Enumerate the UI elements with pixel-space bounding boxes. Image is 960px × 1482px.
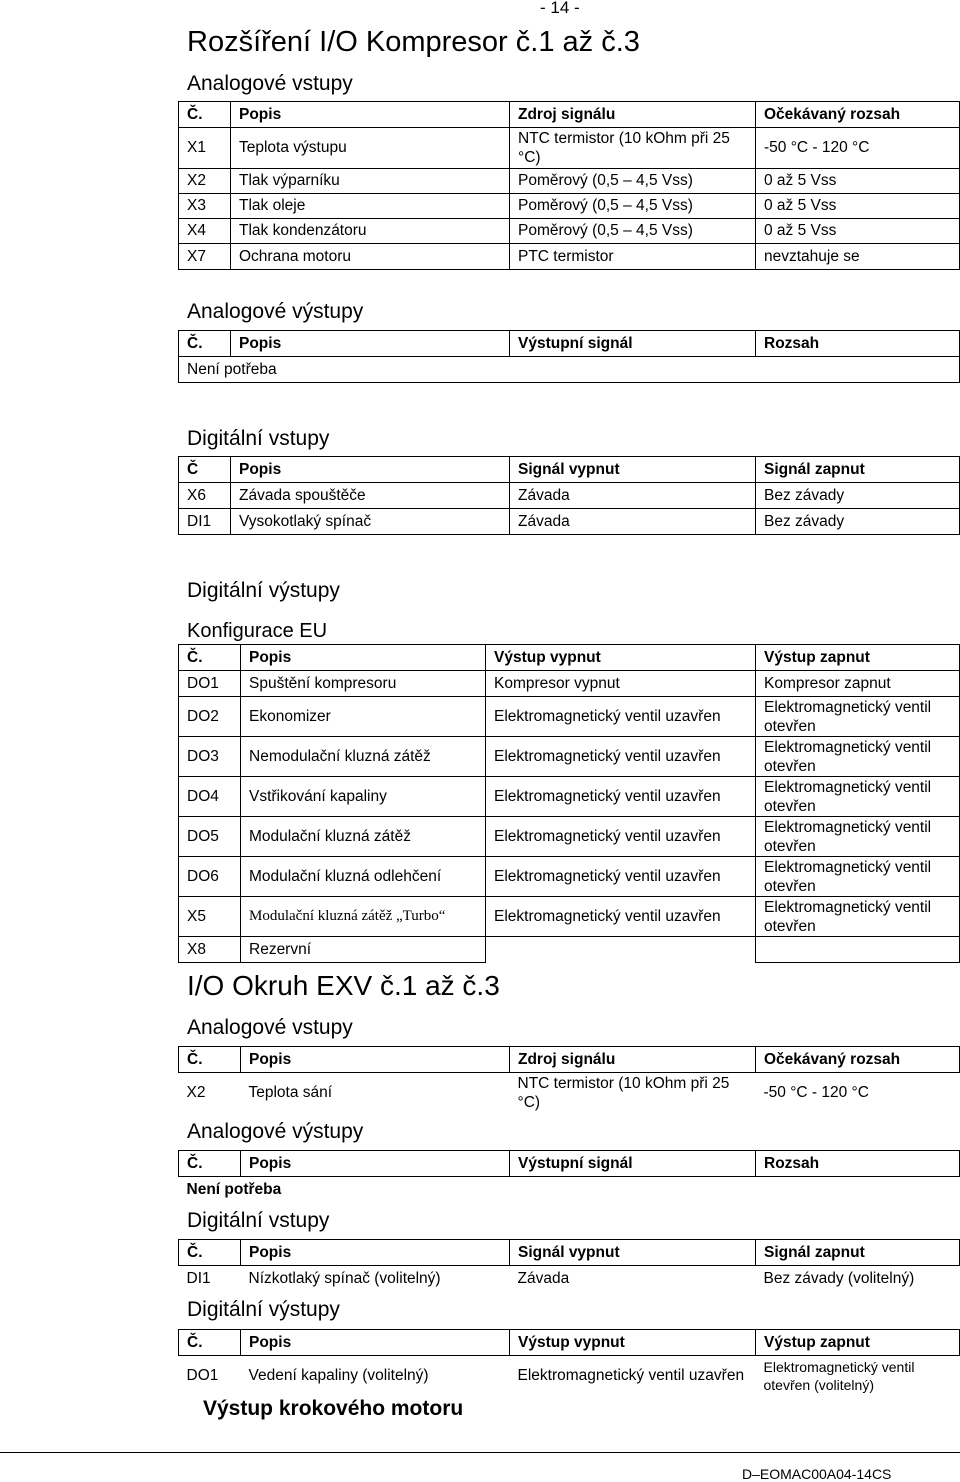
table-cell: Závada [517,1269,570,1287]
table-header-row [179,1151,960,1177]
table-cell: DO3 [179,737,241,777]
table-cell: DI1 [179,509,231,535]
table-cell: Poměrový (0,5 – 4,5 Vss) [510,219,756,244]
table-row [179,697,960,737]
header-cell: Č. [179,1240,241,1266]
table-cell: Elektromagnetický ventil uzavřen [486,777,756,817]
exv-analog-outputs-table [178,1150,960,1203]
table-cell: DO1 [186,1366,219,1384]
table-cell: Vysokotlaký spínač [231,509,510,535]
table-row [179,194,960,219]
table-cell [486,937,756,963]
table-cell: Závada spouštěče [231,483,510,509]
table-cell: 0 až 5 Vss [756,169,960,194]
table-cell: Rezervní [241,937,486,963]
table-cell: Bez závady [756,509,960,535]
table-cell: -50 °C - 120 °C [763,1083,869,1101]
table-row [179,1266,960,1292]
table-cell: NTC termistor (10 kOhm při 25 °C) [517,1074,730,1111]
table-cell: Nemodulační kluzná zátěž [241,737,486,777]
table-header-row [179,102,960,128]
table-cell: 0 až 5 Vss [756,219,960,244]
table-cell: X1 [179,128,231,169]
compressor-analog-outputs-table [178,330,960,383]
table-cell: Vedení kapaliny (volitelný) [248,1366,429,1384]
header-cell: Zdroj signálu [510,102,756,128]
header-cell: Č [179,457,231,483]
header-cell: Rozsah [756,331,960,357]
table-cell: Kompresor zapnut [756,671,960,697]
exv-digital-outputs-table [178,1329,960,1396]
header-cell: Č. [179,102,231,128]
table-cell: Tlak kondenzátoru [231,219,510,244]
table-cell: Elektromagnetický ventil uzavřen [486,897,756,937]
table-cell: Elektromagnetický ventil otevřen [756,737,960,777]
table-cell: Elektromagnetický ventil otevřen [756,897,960,937]
exv-section-title: I/O Okruh EXV č.1 až č.3 [187,970,500,1001]
page-number: - 14 - [540,0,580,17]
header-cell: Výstupní signál [510,331,756,357]
compressor-analog-inputs-table [178,101,960,270]
page-title: Rozšíření I/O Kompresor č.1 až č.3 [187,26,640,58]
header-cell: Č. [179,1151,241,1177]
table-header-row [179,1047,960,1073]
table-cell: X6 [179,483,231,509]
header-cell: Signál vypnut [510,457,756,483]
table-row [179,937,960,963]
table-cell: Kompresor vypnut [486,671,756,697]
table-cell: X5 [179,897,241,937]
table-cell: Závada [510,483,756,509]
table-cell: Poměrový (0,5 – 4,5 Vss) [510,194,756,219]
table-cell: Nízkotlaký spínač (volitelný) [248,1269,441,1287]
table-cell: DO6 [179,857,241,897]
table-cell: Elektromagnetický ventil otevřen (volitelný) [763,1358,915,1393]
table-cell: 0 až 5 Vss [756,194,960,219]
table-row [179,357,960,383]
table-cell: X2 [179,169,231,194]
header-cell: Signál vypnut [510,1240,756,1266]
section-heading-digital-inputs: Digitální vstupy [187,427,330,450]
table-cell: Teplota výstupu [231,128,510,169]
exv-heading-analog-inputs: Analogové vstupy [187,1016,353,1039]
header-cell: Výstup vypnut [510,1330,756,1356]
table-row [179,777,960,817]
table-cell: Závada [510,509,756,535]
table-cell: Bez závady (volitelný) [763,1269,915,1287]
table-cell: Elektromagnetický ventil uzavřen [486,817,756,857]
table-cell [756,937,960,963]
table-header-row [179,457,960,483]
table-cell: Tlak výparníku [231,169,510,194]
table-row [179,509,960,535]
table-cell: DO1 [179,671,241,697]
exv-digital-inputs-table [178,1239,960,1292]
exv-heading-digital-outputs: Digitální výstupy [187,1298,340,1321]
table-cell: NTC termistor (10 kOhm při 25 °C) [510,128,756,169]
header-cell: Popis [231,331,510,357]
table-cell: X7 [179,244,231,270]
table-cell: Elektromagnetický ventil uzavřen [517,1367,745,1385]
table-header-row [179,331,960,357]
table-cell: nevztahuje se [756,244,960,270]
table-cell: Elektromagnetický ventil uzavřen [486,737,756,777]
table-row [179,1356,960,1396]
table-cell: Tlak oleje [231,194,510,219]
header-cell: Popis [241,645,486,671]
table-cell: X8 [179,937,241,963]
header-cell: Č. [179,1330,241,1356]
table-row [179,244,960,270]
header-cell: Popis [231,457,510,483]
header-cell: Č. [179,1047,241,1073]
section-heading-analog-outputs: Analogové výstupy [187,300,364,323]
exv-heading-digital-inputs: Digitální vstupy [187,1209,330,1232]
table-cell: X4 [179,219,231,244]
table-cell-not-needed: Není potřeba [186,1180,282,1198]
header-cell: Výstupní signál [510,1151,756,1177]
table-cell: Modulační kluzná zátěž [241,817,486,857]
header-cell: Signál zapnut [756,457,960,483]
header-cell: Popis [241,1047,510,1073]
header-cell: Zdroj signálu [510,1047,756,1073]
table-cell: Elektromagnetický ventil uzavřen [486,857,756,897]
table-row [179,737,960,777]
table-cell: Ekonomizer [241,697,486,737]
table-cell: Vstřikování kapaliny [241,777,486,817]
table-row [179,169,960,194]
table-header-row [179,645,960,671]
exv-analog-inputs-table [178,1046,960,1113]
table-row [179,219,960,244]
subheading-configuration-eu: Konfigurace EU [187,620,328,642]
table-cell: Bez závady [756,483,960,509]
header-cell: Výstup vypnut [486,645,756,671]
table-cell: Spuštění kompresoru [241,671,486,697]
table-row [179,128,960,169]
header-cell: Popis [241,1240,510,1266]
header-cell: Č. [179,331,231,357]
table-cell: DO5 [179,817,241,857]
table-cell: Poměrový (0,5 – 4,5 Vss) [510,169,756,194]
header-cell: Č. [179,645,241,671]
table-row [179,897,960,937]
footer-doc-code: D–EOMAC00A04-14CS [742,1466,892,1482]
table-cell: Teplota sání [248,1083,333,1101]
table-cell: X3 [179,194,231,219]
stepper-motor-heading: Výstup krokového motoru [203,1397,464,1420]
header-cell: Popis [241,1330,510,1356]
table-cell: Modulační kluzná zátěž „Turbo“ [241,897,486,937]
header-cell: Signál zapnut [756,1240,960,1266]
table-row [179,671,960,697]
exv-heading-analog-outputs: Analogové výstupy [187,1120,364,1143]
section-heading-digital-outputs: Digitální výstupy [187,579,340,602]
table-header-row [179,1330,960,1356]
table-cell: Elektromagnetický ventil otevřen [756,697,960,737]
table-row [179,1177,960,1203]
header-cell: Výstup zapnut [756,1330,960,1356]
table-cell: DO4 [179,777,241,817]
table-header-row [179,1240,960,1266]
table-cell: Elektromagnetický ventil uzavřen [486,697,756,737]
section-heading-analog-inputs: Analogové vstupy [187,72,353,95]
table-cell-not-needed: Není potřeba [179,357,960,383]
header-cell: Výstup zapnut [756,645,960,671]
header-cell: Popis [241,1151,510,1177]
table-cell: X2 [186,1083,206,1101]
table-row [179,857,960,897]
table-row [179,817,960,857]
table-row [179,1073,960,1113]
table-cell: Elektromagnetický ventil otevřen [756,817,960,857]
header-cell: Očekávaný rozsah [756,1047,960,1073]
header-cell: Očekávaný rozsah [756,102,960,128]
table-cell: Elektromagnetický ventil otevřen [756,777,960,817]
table-cell: DI1 [186,1269,211,1287]
table-cell: DO2 [179,697,241,737]
table-cell: -50 °C - 120 °C [756,128,960,169]
header-cell: Popis [231,102,510,128]
footer-divider [0,1452,960,1453]
table-row [179,483,960,509]
compressor-digital-inputs-table [178,456,960,535]
table-cell: Modulační kluzná odlehčení [241,857,486,897]
table-cell: PTC termistor [510,244,756,270]
header-cell: Rozsah [756,1151,960,1177]
table-cell: Elektromagnetický ventil otevřen [756,857,960,897]
compressor-digital-outputs-table [178,644,960,963]
table-cell: Ochrana motoru [231,244,510,270]
